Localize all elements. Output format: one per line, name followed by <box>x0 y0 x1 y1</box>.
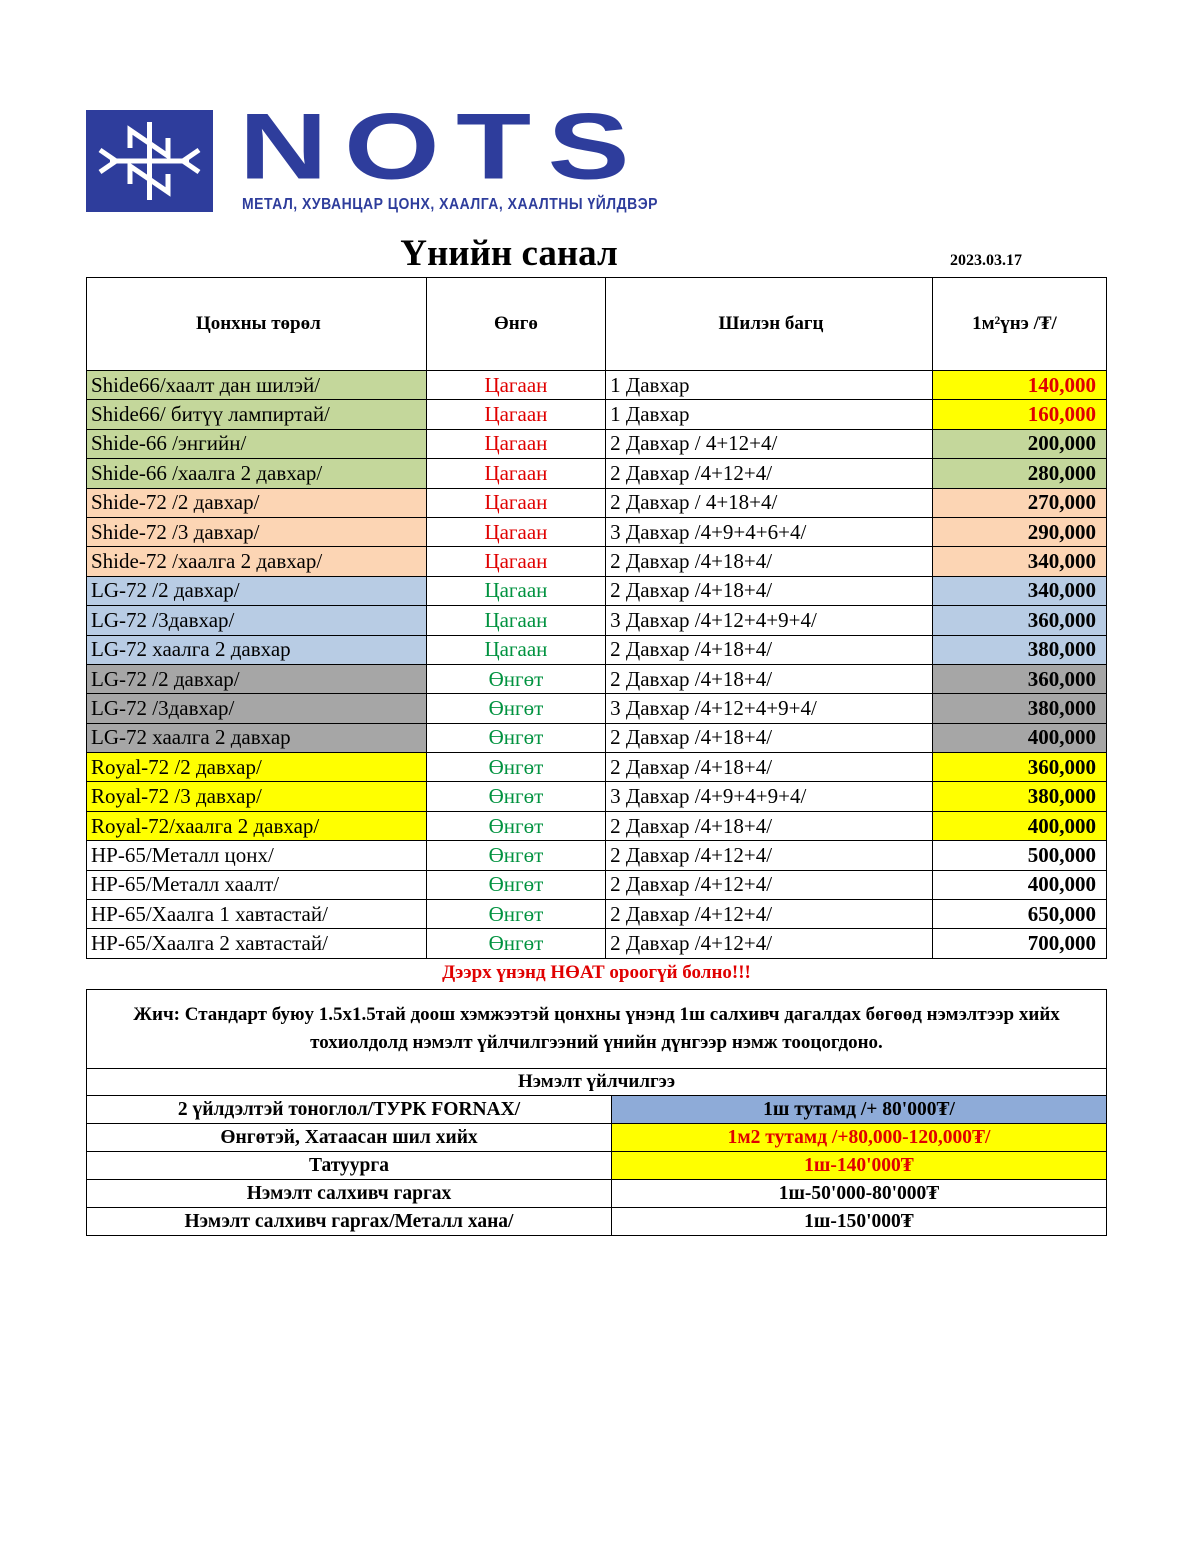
header-window-type: Цонхны төрөл <box>87 278 427 371</box>
cell-price: 400,000 <box>932 870 1106 899</box>
table-row <box>87 753 1107 782</box>
table-row <box>87 429 1107 458</box>
cell-glass: 3 Давхар /4+9+4+9+4/ <box>606 782 933 811</box>
service-price: 1ш-150'000₮ <box>612 1208 1107 1236</box>
cell-window-type: Shide66/ битүү лампиртай/ <box>87 400 427 429</box>
cell-glass: 1 Давхар <box>606 400 933 429</box>
services-table <box>86 989 1107 1236</box>
cell-glass: 2 Давхар / 4+12+4/ <box>606 429 933 458</box>
table-row <box>87 400 1107 429</box>
cell-glass: 2 Давхар /4+18+4/ <box>606 576 933 605</box>
page-title: Үнийн санал <box>400 233 618 274</box>
cell-price: 360,000 <box>932 753 1106 782</box>
cell-window-type: Royal-72/хаалга 2 давхар/ <box>87 811 427 840</box>
cell-price: 380,000 <box>932 635 1106 664</box>
cell-color: Өнгөт <box>426 841 605 870</box>
cell-window-type: LG-72 /2 давхар/ <box>87 664 427 693</box>
service-price: 1ш-50'000-80'000₮ <box>612 1180 1107 1208</box>
cell-window-type: Shide-66 /энгийн/ <box>87 429 427 458</box>
cell-price: 200,000 <box>932 429 1106 458</box>
cell-window-type: HP-65/Хаалга 2 хавтастай/ <box>87 929 427 958</box>
cell-price: 160,000 <box>932 400 1106 429</box>
logo-emblem <box>86 110 213 212</box>
cell-window-type: LG-72 /3давхар/ <box>87 606 427 635</box>
vat-note: Дээрх үнэнд НӨАТ ороогүй болно!!! <box>442 962 751 983</box>
price-table <box>86 277 1107 959</box>
service-name: Өнгөтэй, Хатаасан шил хийх <box>87 1124 612 1152</box>
cell-price: 650,000 <box>932 900 1106 929</box>
cell-color: Өнгөт <box>426 900 605 929</box>
cell-color: Цагаан <box>426 576 605 605</box>
cell-color: Өнгөт <box>426 782 605 811</box>
cell-color: Цагаан <box>426 459 605 488</box>
note-text: Жич: Стандарт буюу 1.5х1.5тай доош хэмжээтэй цонхны үнэнд 1ш салхивч дагалдах бөгөөд нэмэлтээр хийх тохиолдолд нэмэлт үйлчилгээний үнийн дүнгээр нэмж тооцогдоно. <box>87 990 1107 1069</box>
cell-color: Өнгөт <box>426 870 605 899</box>
header-price: 1м²үнэ /₮/ <box>932 278 1106 371</box>
cell-window-type: LG-72 /3давхар/ <box>87 694 427 723</box>
cell-glass: 2 Давхар /4+12+4/ <box>606 841 933 870</box>
cell-glass: 2 Давхар /4+18+4/ <box>606 811 933 840</box>
table-row <box>87 459 1107 488</box>
cell-glass: 2 Давхар /4+18+4/ <box>606 635 933 664</box>
cell-glass: 2 Давхар /4+12+4/ <box>606 870 933 899</box>
cell-window-type: Shide-66 /хаалга 2 давхар/ <box>87 459 427 488</box>
cell-window-type: HP-65/Хаалга 1 хавтастай/ <box>87 900 427 929</box>
cell-color: Өнгөт <box>426 929 605 958</box>
cell-color: Өнгөт <box>426 694 605 723</box>
service-name: Татуурга <box>87 1152 612 1180</box>
service-name: 2 үйлдэлтэй тоноглол/ТУРК FORNAX/ <box>87 1096 612 1124</box>
cell-color: Цагаан <box>426 400 605 429</box>
cell-window-type: LG-72 /2 давхар/ <box>87 576 427 605</box>
table-row <box>87 576 1107 605</box>
cell-color: Цагаан <box>426 635 605 664</box>
document-date: 2023.03.17 <box>950 252 1022 269</box>
cell-price: 380,000 <box>932 694 1106 723</box>
cell-price: 400,000 <box>932 811 1106 840</box>
cell-color: Цагаан <box>426 429 605 458</box>
service-row <box>87 1152 1107 1180</box>
cell-price: 270,000 <box>932 488 1106 517</box>
service-price: 1ш тутамд /+ 80'000₮/ <box>612 1096 1107 1124</box>
cell-price: 340,000 <box>932 547 1106 576</box>
cell-window-type: LG-72 хаалга 2 давхар <box>87 723 427 752</box>
cell-window-type: HP-65/Металл хаалт/ <box>87 870 427 899</box>
table-row <box>87 635 1107 664</box>
cell-color: Цагаан <box>426 606 605 635</box>
table-row <box>87 870 1107 899</box>
cell-price: 500,000 <box>932 841 1106 870</box>
cell-price: 290,000 <box>932 517 1106 546</box>
cell-glass: 3 Давхар /4+12+4+9+4/ <box>606 694 933 723</box>
cell-window-type: Shide66/хаалт дан шилэй/ <box>87 371 427 400</box>
cell-window-type: Royal-72 /3 давхар/ <box>87 782 427 811</box>
service-row <box>87 1124 1107 1152</box>
cell-window-type: Royal-72 /2 давхар/ <box>87 753 427 782</box>
table-row <box>87 782 1107 811</box>
cell-window-type: Shide-72 /хаалга 2 давхар/ <box>87 547 427 576</box>
cell-price: 360,000 <box>932 664 1106 693</box>
cell-glass: 2 Давхар /4+18+4/ <box>606 723 933 752</box>
table-row <box>87 900 1107 929</box>
cell-price: 280,000 <box>932 459 1106 488</box>
cell-color: Өнгөт <box>426 753 605 782</box>
cell-price: 700,000 <box>932 929 1106 958</box>
cell-glass: 2 Давхар /4+18+4/ <box>606 547 933 576</box>
cell-glass: 2 Давхар /4+12+4/ <box>606 900 933 929</box>
cell-price: 340,000 <box>932 576 1106 605</box>
cell-color: Цагаан <box>426 547 605 576</box>
table-row <box>87 841 1107 870</box>
cell-price: 380,000 <box>932 782 1106 811</box>
cell-glass: 2 Давхар /4+12+4/ <box>606 459 933 488</box>
service-row <box>87 1180 1107 1208</box>
cell-glass: 3 Давхар /4+12+4+9+4/ <box>606 606 933 635</box>
service-name: Нэмэлт салхивч гаргах <box>87 1180 612 1208</box>
service-row <box>87 1208 1107 1236</box>
logo-wordmark: NOTS <box>239 94 646 199</box>
table-row <box>87 664 1107 693</box>
cell-glass: 2 Давхар /4+18+4/ <box>606 753 933 782</box>
service-row <box>87 1096 1107 1124</box>
table-row <box>87 723 1107 752</box>
cell-glass: 3 Давхар /4+9+4+6+4/ <box>606 517 933 546</box>
table-row <box>87 517 1107 546</box>
cell-price: 140,000 <box>932 371 1106 400</box>
cell-window-type: HP-65/Металл цонх/ <box>87 841 427 870</box>
cell-color: Цагаан <box>426 517 605 546</box>
table-row <box>87 371 1107 400</box>
table-row <box>87 488 1107 517</box>
cell-color: Цагаан <box>426 371 605 400</box>
cell-price: 360,000 <box>932 606 1106 635</box>
service-price: 1ш-140'000₮ <box>612 1152 1107 1180</box>
cell-glass: 2 Давхар / 4+18+4/ <box>606 488 933 517</box>
cell-window-type: LG-72 хаалга 2 давхар <box>87 635 427 664</box>
logo-tagline: МЕТАЛ, ХУВАНЦАР ЦОНХ, ХААЛГА, ХААЛТНЫ ҮЙЛДВЭР <box>242 194 659 213</box>
cell-glass: 2 Давхар /4+18+4/ <box>606 664 933 693</box>
table-row <box>87 929 1107 958</box>
cell-color: Өнгөт <box>426 664 605 693</box>
table-row <box>87 547 1107 576</box>
cell-color: Цагаан <box>426 488 605 517</box>
company-logo <box>86 94 726 220</box>
cell-price: 400,000 <box>932 723 1106 752</box>
price-table-header <box>87 278 1107 371</box>
header-color: Өнгө <box>426 278 605 371</box>
cell-glass: 2 Давхар /4+12+4/ <box>606 929 933 958</box>
table-row <box>87 606 1107 635</box>
table-row <box>87 811 1107 840</box>
cell-color: Өнгөт <box>426 723 605 752</box>
cell-color: Өнгөт <box>426 811 605 840</box>
cell-glass: 1 Давхар <box>606 371 933 400</box>
cell-window-type: Shide-72 /2 давхар/ <box>87 488 427 517</box>
compass-n-icon <box>86 110 213 212</box>
services-header: Нэмэлт үйлчилгээ <box>87 1069 1107 1096</box>
service-name: Нэмэлт салхивч гаргах/Металл хана/ <box>87 1208 612 1236</box>
cell-window-type: Shide-72 /3 давхар/ <box>87 517 427 546</box>
header-glass: Шилэн багц <box>606 278 933 371</box>
table-row <box>87 694 1107 723</box>
service-price: 1м2 тутамд /+80,000-120,000₮/ <box>612 1124 1107 1152</box>
